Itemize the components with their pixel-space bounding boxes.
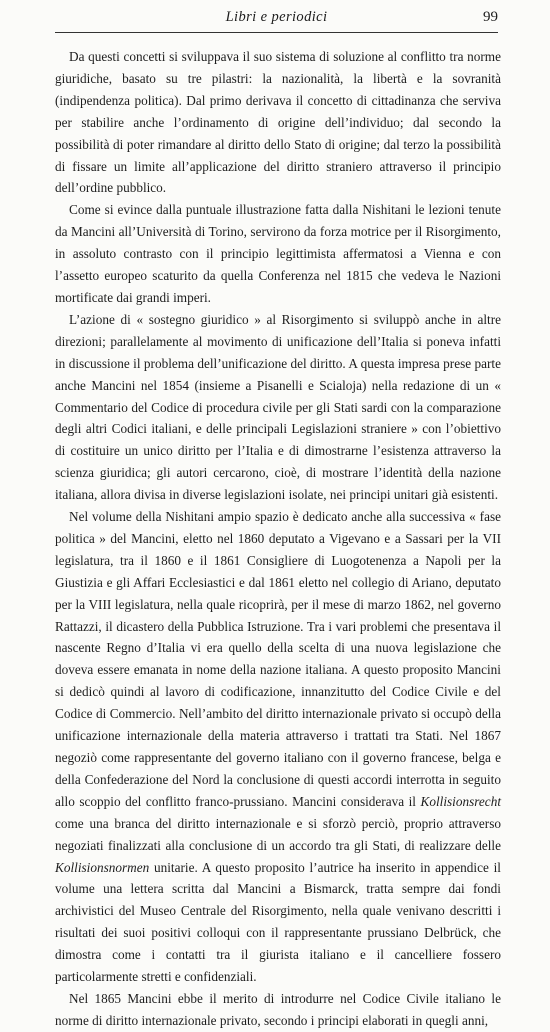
paragraph-1: Da questi concetti si sviluppava il suo sistema di soluzione al conflitto tra norme giuridiche, basato su tre pilastri: la nazionalità, la libertà e la sovranità (indipendenza politica). Dal primo derivava il concetto di cittadinanza che serviva per stabilire anche l’ordinamento di origine dell’individuo; dal secondo la possibilità di poter rimandare al diritto dello Stato di origine; dal terzo la possibilità di fissare un limite all’applicazione del diritto straniero attraverso il principio dell’ordine pubblico.	[55, 49, 501, 196]
italic-term-kollisionsrecht: Kollisionsrecht	[420, 793, 501, 809]
paragraph-4-part-2: come una branca del diritto internazionale e si sforzò perciò, proprio attraverso negoziati finalizzati alla conclusione di un accordo tra gli Stati, di realizzare delle	[55, 815, 501, 853]
paragraph-2: Come si evince dalla puntuale illustrazione fatta dalla Nishitani le lezioni tenute da Mancini all’Università di Torino, servirono da forza motrice per il Risorgimento, in assoluto contrasto con il principio legittimista affermatosi a Vienna e con l’assetto europeo scaturito da quella Conferenza nel 1815 che vedeva le Nazioni mortificate dai grandi imperi.	[55, 202, 501, 305]
body-text	[55, 46, 501, 1032]
paragraph-4-part-3: unitarie. A questo proposito l’autrice ha inserito in appendice il volume una lettera scritta dal Mancini a Bismarck, tratta sempre dai fondi archivistici del Museo Centrale del Risorgimento, nella quale venivano descritti i risultati dei suoi positivi colloqui con il rappresentante prussiano Delbrück, che dimostra come i contatti tra il giurista italiano e il cancelliere fossero particolarmente stretti e confidenziali.	[55, 859, 501, 985]
paragraph-4	[55, 506, 501, 988]
italic-term-kollisionsnormen: Kollisionsnormen	[55, 859, 150, 875]
running-title: Libri e periodici	[225, 9, 328, 25]
paragraph-5: Nel 1865 Mancini ebbe il merito di introdurre nel Codice Civile italiano le norme di diritto internazionale privato, secondo i principi elaborati in quegli anni,	[55, 990, 501, 1028]
paragraph-4-part-1: Nel volume della Nishitani ampio spazio è dedicato anche alla successiva « fase politica » del Mancini, eletto nel 1860 deputato a Vigevano e a Sassari per la VII legislatura, tra il 1860 e il 1861 Consigliere di Luogotenenza a Napoli per la Giustizia e gli Affari Ecclesiastici e dal 1861 eletto nel collegio di Ariano, deputato per la VIII legislatura, nella quale ricoprirà, per il mese di marzo 1862, nel governo Rattazzi, il dicastero della Pubblica Istruzione. Tra i vari problemi che presentava il nascente Regno d’Italia vi era quello della scelta di una nuova legislazione che doveva essere emanata in nome della nazione italiana. A questo proposito Mancini si dedicò quindi al lavoro di codificazione, innanzitutto del Codice Civile e del Codice di Commercio. Nell’ambito del diritto internazionale privato si occupò della unificazione internazionale della materia attraverso i trattati tra Stati. Nel 1867 negoziò come rappresentante del governo italiano con il governo francese, belga e della Confederazione del Nord la conclusione di questi accordi interrotta in seguito allo scoppio del conflitto franco-prussiano. Mancini considerava il	[55, 509, 501, 809]
running-header	[55, 8, 498, 33]
page-number: 99	[483, 9, 498, 25]
paragraph-3: L’azione di « sostegno giuridico » al Risorgimento si sviluppò anche in altre direzioni; parallelamente al movimento di unificazione dell’Italia si poneva infatti in discussione il problema dell’unificazione del diritto. A questa impresa prese parte anche Mancini nel 1854 (insieme a Pisanelli e Scialoja) nella redazione di un « Commentario del Codice di procedura civile per gli Stati sardi con la comparazione degli altri Codici italiani, e delle principali Legislazioni straniere » con l’obiettivo di costituire un unico diritto per l’Italia e di dimostrarne l’esistenza attraverso la scienza giuridica; gli autori cercarono, cioè, di mostrare l’identità della nazione italiana, allora divisa in diverse legislazioni isolate, nei principi unitari già esistenti.	[55, 311, 501, 503]
